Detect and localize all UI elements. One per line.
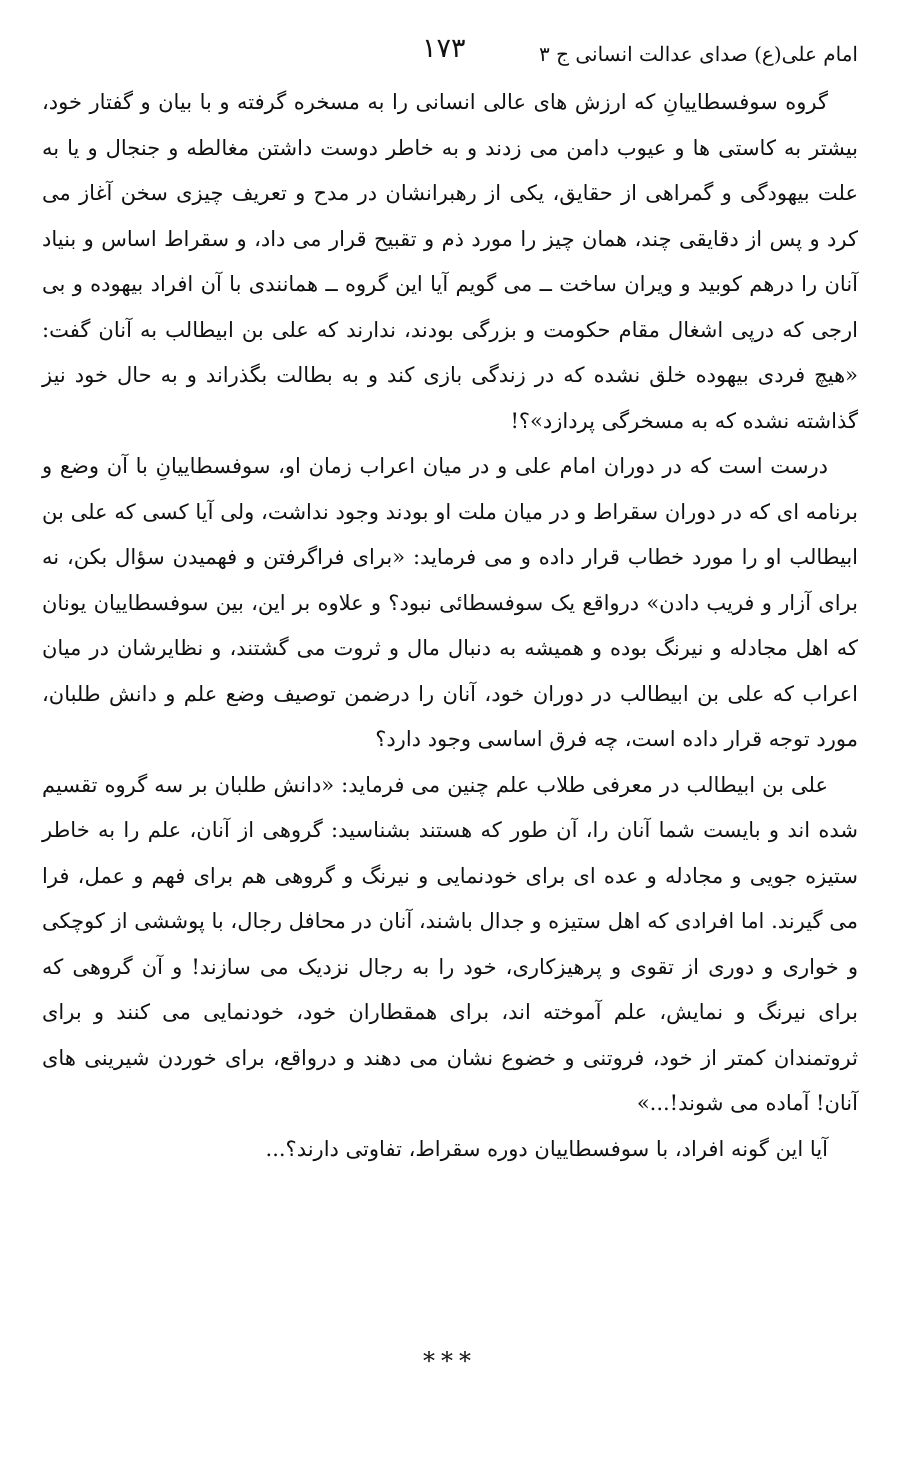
paragraph-4: آیا این گونه افراد، با سوفسطاییان دوره سقراط، تفاوتی دارند؟... (265, 1136, 828, 1161)
body-text (42, 80, 858, 1172)
paragraph-1: گروه سوفسطاییانِ که ارزش های عالی انسانی را به مسخره گرفته و با بیان و گفتار خود، بیشتر به کاستی ها و عیوب دامن می زدند و به خاطر دوست داشتن مغالطه و جنجال و یا به علت بیهودگی و گمراهی از حقایق، یکی از رهبرانشان در مدح و تعریف چیزی سخن آغاز می کرد و پس از دقایقی چند، همان چیز را مورد ذم و تقبیح قرار می داد، و سقراط اساس و بنیاد آنان را درهم کوبید و ویران ساخت ــ می گویم آیا این گروه ــ همانندی با آن افراد بیهوده و بی ارجی که درپی اشغال مقام حکومت و بزرگی بودند، ندارند که علی بن ابیطالب به آنان گفت: «هیچ فردی بیهوده خلق نشده که در زندگی بازی کند و به بطالت بگذراند و به حال خود نیز گذاشته نشده که به مسخرگی پردازد»؟! (42, 90, 858, 433)
section-ornament: *** (423, 1347, 477, 1375)
running-title: امام علی(ع) صدای عدالت انسانی ج ۳ (538, 42, 858, 66)
paragraph-3: علی بن ابیطالب در معرفی طلاب علم چنین می فرماید: «دانش طلبان بر سه گروه تقسیم شده اند و بایست شما آنان را، آن طور که هستند بشناسید: گروهی از آنان، علم را به خاطر ستیزه جویی و مجادله و عده ای برای خودنمایی و نیرنگ و گروهی هم برای فهم و عمل، فرا می گیرند. اما افرادی که اهل ستیزه و جدال باشند، آنان در محافل رجال، با پوششی از کوچکی و خواری و دوری از تقوی و پرهیزکاری، خود را به رجال نزدیک می سازند! و آن گروهی که برای نیرنگ و نمایش، علم آموخته اند، برای همقطاران خود، خودنمایی می کنند و برای ثروتمندان کمتر از خود، فروتنی و خضوع نشان می دهند و درواقع، برای خوردن شیرینی های آنان! آماده می شوند!...» (42, 772, 858, 1115)
paragraph-2: درست است که در دوران امام علی و در میان اعراب زمان او، سوفسطاییانِ با آن وضع و برنامه ای که در دوران سقراط و در میان ملت او بودند وجود نداشت، ولی آیا کسی که علی بن ابیطالب او را مورد خطاب قرار داده و می فرماید: «برای فراگرفتن و فهمیدن سؤال بکن، نه برای آزار و فریب دادن» درواقع یک سوفسطائی نبود؟ و علاوه بر این، بین سوفسطاییان یونان که اهل مجادله و نیرنگ بوده و همیشه به دنبال مال و ثروت می گشتند، و نظایرشان در میان اعراب که علی بن ابیطالب در دوران خود، آنان را درضمن توصیف وضع علم و دانش طلبان، مورد توجه قرار داده است، چه فرق اساسی وجود دارد؟ (42, 454, 858, 751)
page-number: ۱۷۳ (422, 33, 466, 64)
